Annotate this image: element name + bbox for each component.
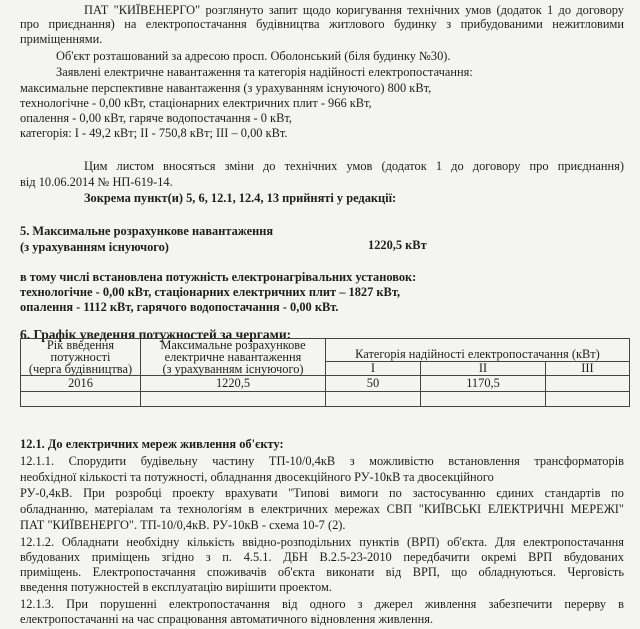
clause-12-1-1-line-5: ПАТ "КИЇВЕНЕРГО". ТП-10/0,4кВ. РУ-10кВ - схема 10-7 (2). [20,518,346,532]
technological-load-line: технологічне - 0,00 кВт, стаціонарних електричних плит - 966 кВт, [20,96,372,110]
section-5-heating: опалення - 1112 кВт, гарячого водопостачання - 0,00 кВт. [20,300,339,314]
header-category-1: І [326,361,421,375]
changes-line-1: Цим листом вносяться зміни до технічних умов (додаток 1 до договору про приєднання) [84,159,624,173]
section-6-title: 6. Графік уведення потужностей за чергами: [20,327,292,342]
table-cell-empty [421,392,546,407]
section-12-title: 12.1. До електричних мереж живлення об'єкту: [20,437,284,451]
clause-12-1-2-line-1: 12.1.2. Обладнати необхідну кількість ввідно-розподільних пунктів (ВРП) об'єкта. Для електропостачання [20,535,624,549]
table-cell-empty [546,392,630,407]
table-cell-cat-1: 50 [326,376,421,392]
clause-12-1-3-line-1: 12.1.3. При порушенні електропостачання від одного з джерел живлення забезпечити перерву в [20,597,624,611]
clause-12-1-1-line-1: 12.1.1. Спорудити будівельну частину ТП-10/0,4кВ з можливістю встановлення трансформаторів [20,454,624,468]
header-year: Рік введення потужності (черга будівництва) [21,339,141,376]
section-5-included: в тому числі встановлена потужність електронагрівальних установок: [20,270,417,284]
table-cell-cat-3 [546,376,630,392]
section-5-title: 5. Максимальне розрахункове навантаження [20,224,274,238]
clause-12-1-2-line-2: вбудованих приміщень згідно з п. 4.5.1. ДБН В.2.5-23-2010 передбачити окремі ВРП вбудованих [20,550,624,564]
table-cell-empty [141,392,326,407]
clause-12-1-1-line-2: необхідної кількості та потужності, обладнання двосекційного РУ-10кВ та двосекційного [20,470,494,484]
header-category: Категорія надійності електропостачання (кВт) [326,339,630,362]
section-5-value: 1220,5 кВт [368,238,427,252]
max-load-line: максимальне перспективне навантаження (з урахуванням існуючого) 800 кВт, [20,81,432,95]
intro-line-1: ПАТ "КИЇВЕНЕРГО" розглянуто запит щодо коригування технічних умов (додаток 1 до договору [84,3,624,17]
changes-line-2: від 10.06.2014 № НП-619-14. [20,175,173,189]
clause-12-1-2-line-3: приміщень. Електропостачання споживачів об'єкта виконати від ВРП, що обладнуються. Черговість [20,565,624,579]
section-5-technological: технологічне - 0,00 кВт, стаціонарних електричних плит – 1827 кВт, [20,285,401,299]
table-cell-load: 1220,5 [141,376,326,392]
table-cell-empty [21,392,141,407]
header-category-2: ІІ [421,361,546,375]
table-cell-empty [326,392,421,407]
intro-line-2: про приєднання) на електропостачання будівництва житлового будинку з прибудованими нежитловими [20,17,624,31]
table-cell-year: 2016 [21,376,141,392]
header-load: Максимальне розрахункове електричне навантаження (з урахуванням існуючого) [141,339,326,376]
clause-12-1-1-line-4: обладнанню, матеріалам та технологіям в електричних мережах СВП "КИЇВСЬКІ ЕЛЕКТРИЧНІ МЕРЕЖІ" [20,502,624,516]
declared-load-heading: Заявлені електричне навантаження та категорія надійності електропостачання: [56,65,473,79]
clause-12-1-1-line-3: РУ-0,4кВ. При розробці проекту врахувати "Типові вимоги по застосуванню єдиних стандартів по [20,486,624,500]
clause-12-1-2-line-4: введення потужностей в експлуатацію вирішити проектом. [20,580,332,594]
clause-12-1-3-line-2: електропостачанні на час спрацювання автоматичного відновлення живлення. [20,612,434,626]
category-line: категорія: І - 49,2 кВт; ІІ - 750,8 кВт; ІІІ – 0,00 кВт. [20,126,288,140]
header-category-3: ІІІ [546,361,630,375]
object-address: Об'єкт розташований за адресою просп. Оболонський (біля будинку №30). [56,49,451,63]
section-5-subtitle: (з урахуванням існуючого) [20,240,169,254]
intro-line-3: приміщеннями. [20,32,103,46]
power-schedule-table [20,338,630,407]
heating-load-line: опалення - 0,00 кВт, гаряче водопостачання - 0 кВт, [20,111,292,125]
table-cell-cat-2: 1170,5 [421,376,546,392]
changes-line-3: Зокрема пункт(и) 5, 6, 12.1, 12.4, 13 прийняті у редакції: [84,191,397,205]
